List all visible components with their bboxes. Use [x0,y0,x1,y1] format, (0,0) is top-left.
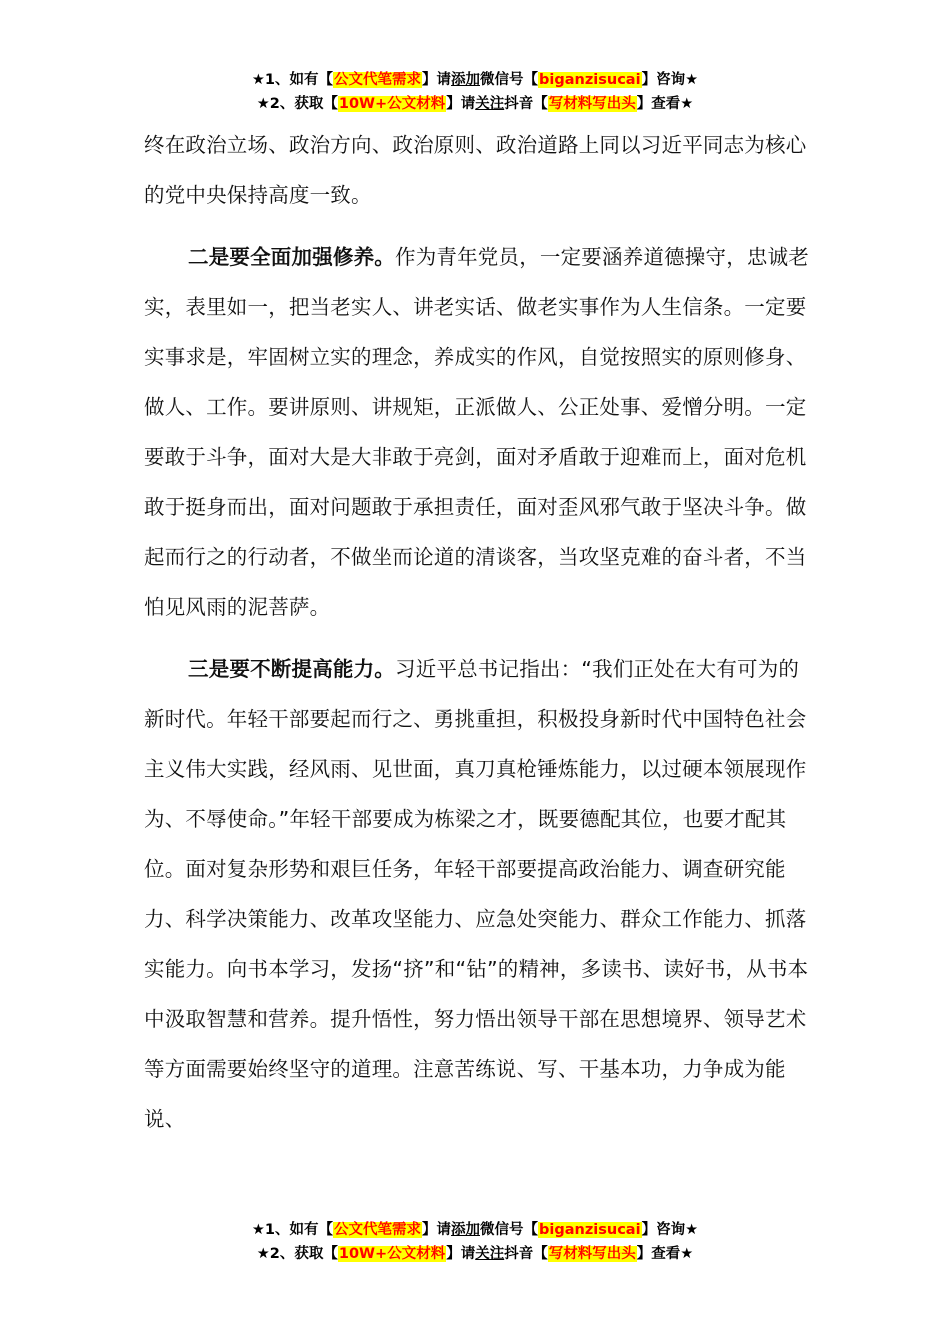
banner-emphasis: 关注 [475,96,505,112]
banner-text: 抖音【 [504,1246,548,1262]
banner-text: 】请 [422,72,452,88]
banner-text: 】请 [446,1246,476,1262]
highlight-wechat-id: biganzisucai [539,72,641,88]
banner-text: ★1、如有【 [251,1222,334,1238]
highlight-douyin-account: 写材料写出头 [548,1246,636,1262]
paragraph-section-3 [144,644,812,1144]
banner-text: ★1、如有【 [251,72,334,88]
highlight-service: 公文代笔需求 [334,1222,422,1238]
banner-text: 】请 [446,96,476,112]
banner-text: 】咨询★ [641,72,699,88]
document-body [144,120,812,1144]
footer-banner [0,1218,950,1266]
banner-line-1 [0,68,950,92]
banner-text: ★2、获取【 [256,96,338,112]
banner-line-2 [0,92,950,116]
section-heading: 三是要不断提高能力。 [188,657,395,681]
banner-text: 】咨询★ [641,1222,699,1238]
banner-text: ★2、获取【 [256,1246,338,1262]
banner-text: 】请 [422,1222,452,1238]
highlight-wechat-id: biganzisucai [539,1222,641,1238]
header-banner [0,68,950,116]
highlight-materials: 10W+公文材料 [338,1246,446,1262]
banner-emphasis: 添加 [451,1222,481,1238]
highlight-materials: 10W+公文材料 [338,96,446,112]
banner-emphasis: 添加 [451,72,481,88]
banner-text: 】查看★ [636,96,694,112]
paragraph-section-2 [144,232,812,632]
paragraph-intro: 终在政治立场、政治方向、政治原则、政治道路上同以习近平同志为核心的党中央保持高度一致。 [144,133,807,207]
banner-text: 】查看★ [636,1246,694,1262]
banner-text: 抖音【 [504,96,548,112]
banner-emphasis: 关注 [475,1246,505,1262]
highlight-service: 公文代笔需求 [334,72,422,88]
banner-text: 微信号【 [480,72,539,88]
banner-text: 微信号【 [480,1222,539,1238]
section-text: 作为青年党员，一定要涵养道德操守，忠诚老实，表里如一，把当老实人、讲老实话、做老实事作为人生信条。一定要实事求是，牢固树立实的理念，养成实的作风，自觉按照实的原则修身、做人、工作。要讲原则、讲规矩，正派做人、公正处事、爱憎分明。一定要敢于斗争，面对大是大非敢于亮剑，面对矛盾敢于迎难而上，面对危机敢于挺身而出，面对问题敢于承担责任，面对歪风邪气敢于坚决斗争。做起而行之的行动者，不做坐而论道的清谈客，当攻坚克难的奋斗者，不当怕见风雨的泥菩萨。 [144,245,809,619]
banner-line-2 [0,1242,950,1266]
highlight-douyin-account: 写材料写出头 [548,96,636,112]
section-text: 习近平总书记指出：“我们正处在大有可为的新时代。年轻干部要起而行之、勇挑重担，积极投身新时代中国特色社会主义伟大实践，经风雨、见世面，真刀真枪锤炼能力，以过硬本领展现作为、不辱使命。”年轻干部要成为栋梁之才，既要德配其位，也要才配其位。面对复杂形势和艰巨任务，年轻干部要提高政治能力、调查研究能力、科学决策能力、改革攻坚能力、应急处突能力、群众工作能力、抓落实能力。向书本学习，发扬“挤”和“钻”的精神，多读书、读好书，从书本中汲取智慧和营养。提升悟性，努力悟出领导干部在思想境界、领导艺术等方面需要始终坚守的道理。注意苦练说、写、干基本功，力争成为能说、 [144,657,809,1131]
banner-line-1 [0,1218,950,1242]
section-heading: 二是要全面加强修养。 [188,245,395,269]
